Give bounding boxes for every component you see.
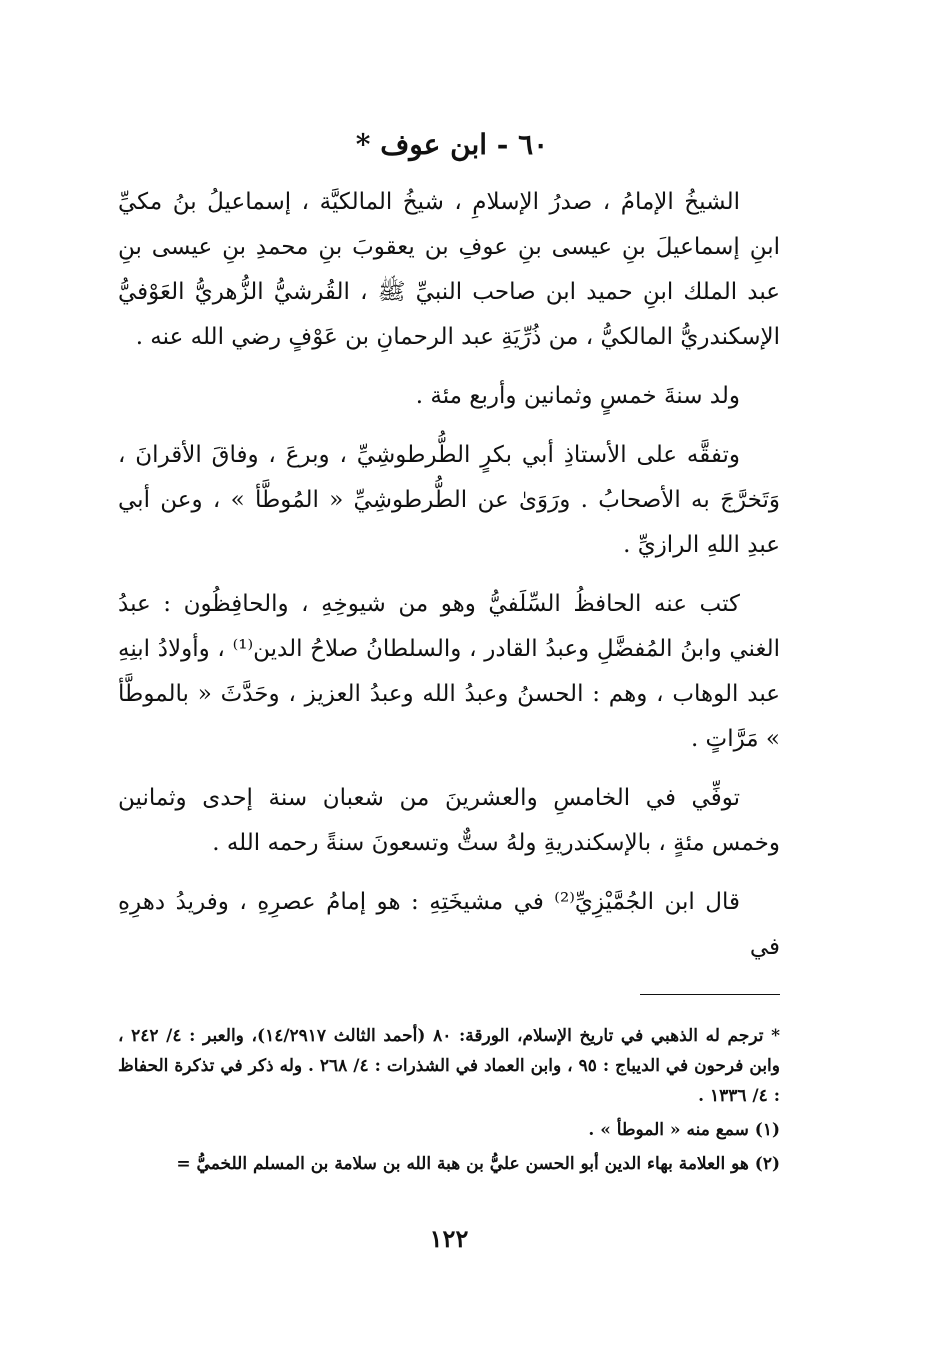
book-page (118, 120, 780, 1280)
footnote-2: (٢) هو العلامة بهاء الدين أبو الحسن عليُّ بن هبة الله بن سلامة بن المسلم اللخميُّ = (176, 1154, 780, 1174)
paragraph-birth: ولد سنةَ خمسٍ وثمانين وأربع مئة . (415, 383, 740, 409)
footnotes (118, 1021, 780, 1179)
paragraph-lineage: الشيخُ الإمامُ ، صدرُ الإسلامِ ، شيخُ المالكيَّة ، إسماعيلُ بنُ مكيِّ ابنِ إسماعيلَ بنِ عيسى بنِ عوفِ بن يعقوبَ بنِ محمدِ بنِ عيسى بنِ عبد الملك ابنِ حميد ابن صاحب النبيِّ ﷺ ، القُرشيُّ الزُّهريُّ العَوْفيُّ الإسكندريُّ المالكيُّ ، من ذُرِّيَةِ عبد الرحمانِ بن عَوْفٍ رضي الله عنه . (118, 189, 780, 350)
biography-body (118, 180, 780, 970)
paragraph-study: وتفقَّه على الأستاذِ أبي بكرٍ الطُّرطوشِيِّ ، وبرعَ ، وفاقَ الأقرانَ ، وَتَخرَّجَ به الأصحابُ . ورَوَىٰ عن الطُّرطوشِيِّ « المُوطَّأ » ، وعن أبي عبدِ اللهِ الرازيِّ . (118, 442, 780, 558)
footnote-separator (640, 994, 780, 995)
entry-title-text: ٦٠ - ابن عوف (380, 128, 549, 161)
entry-title (118, 120, 780, 170)
footnote-1: (١) سمع منه « الموطأ » . (588, 1120, 780, 1140)
footnote-source: * ترجم له الذهبي في تاريخ الإسلام، الورقة: ٨٠ (أحمد الثالث ١٤/٢٩١٧)، والعبر : ٤/ ٢٤٢ ، وابن فرحون في الديباج : ٩٥ ، وابن العماد في الشذرات : ٤/ ٢٦٨ . وله ذكر في تذكرة الحفاظ : ٤/ ١٣٣٦ . (118, 1026, 780, 1106)
page-number: ١٢٢ (429, 1224, 469, 1253)
paragraph-death: توفِّي في الخامسِ والعشرينَ من شعبان سنة إحدى وثمانين وخمس مئةٍ ، بالإسكندريةِ ولهُ ستٌّ وتسعونَ سنةً رحمه الله . (118, 785, 780, 856)
title-asterisk-mark: * (355, 128, 371, 161)
paragraph-students: كتب عنه الحافظُ السِّلَفيُّ وهو من شيوخِهِ ، والحافِظُون : عبدُ الغني وابنُ المُفضَّلِ وعبدُ القادر ، والسلطانُ صلاحُ الدين⁽¹⁾ ، وأولادُ ابنِهِ عبد الوهاب ، وهم : الحسنُ وعبدُ الله وعبدُ العزيز ، وحَدَّثَ « بالموطَّأ » مَرَّاتٍ . (118, 591, 780, 752)
paragraph-quote: قال ابن الجُمَّيْزِيِّ⁽²⁾ في مشيخَتِهِ : هو إمامُ عصرِهِ ، وفريدُ دهرِهِ في (118, 889, 780, 960)
